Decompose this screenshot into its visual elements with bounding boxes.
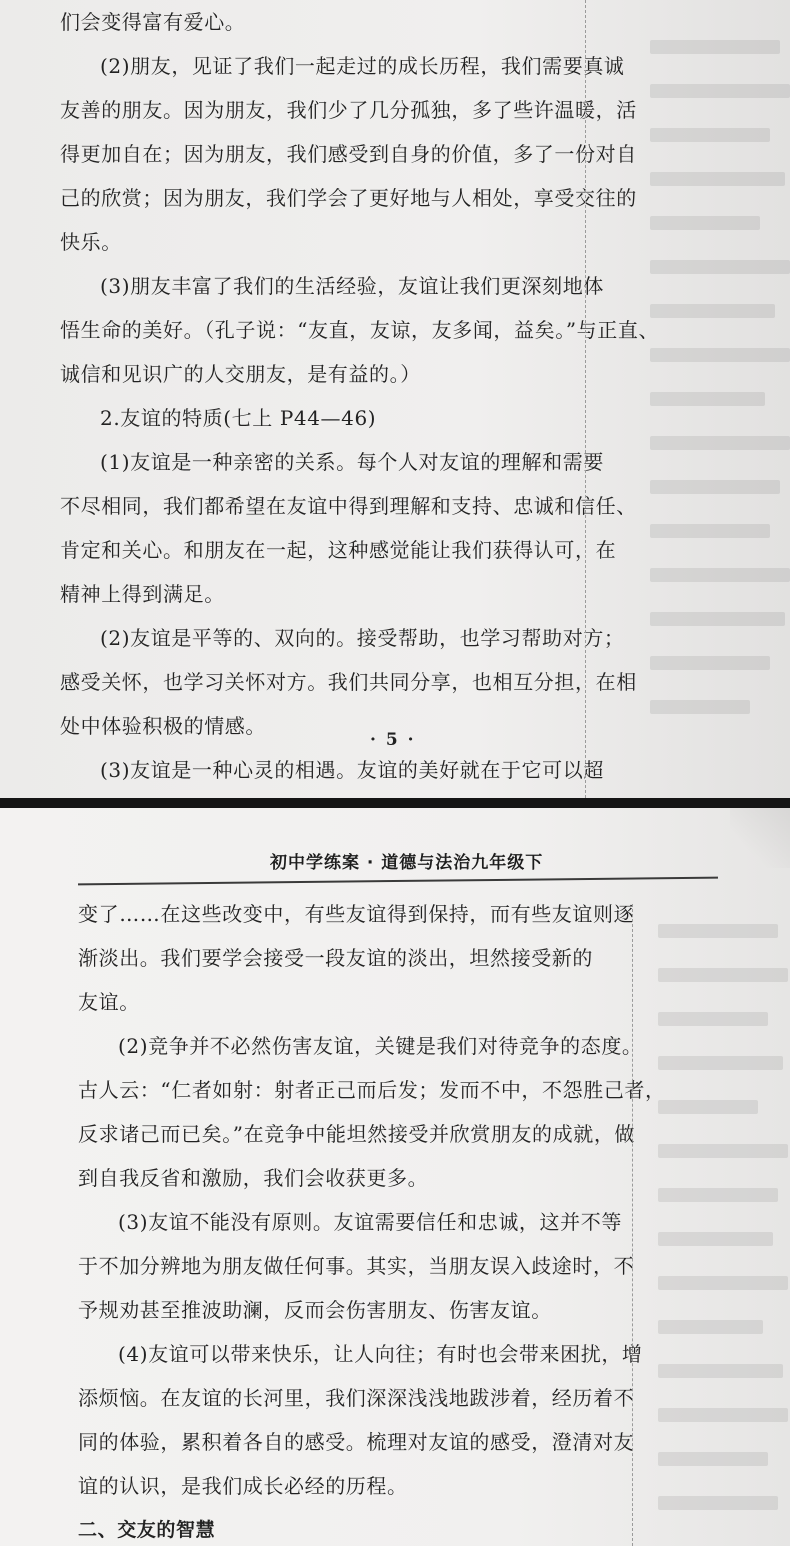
show-through-text bbox=[640, 0, 790, 798]
text-line: (3)友谊是一种心灵的相遇。友谊的美好就在于它可以超 bbox=[100, 758, 604, 782]
text-line: 于不加分辨地为朋友做任何事。其实，当朋友误入歧途时，不 bbox=[78, 1254, 635, 1278]
text-line: 反求诸己而已矣。”在竞争中能坦然接受并欣赏朋友的成就，做 bbox=[78, 1122, 636, 1146]
show-through-text bbox=[650, 904, 790, 1546]
text-line: 到自我反省和激励，我们会收获更多。 bbox=[78, 1166, 429, 1190]
top-page-text bbox=[60, 0, 660, 798]
text-line: 悟生命的美好。（孔子说：“友直，友谅，友多闻，益矣。”与正直、 bbox=[60, 318, 660, 342]
bottom-page-text bbox=[78, 892, 666, 1546]
text-line: 快乐。 bbox=[60, 230, 122, 254]
text-line: 古人云：“仁者如射：射者正己而后发；发而不中，不怨胜己者， bbox=[78, 1078, 666, 1102]
column-divider bbox=[632, 904, 633, 1546]
column-divider bbox=[585, 0, 586, 798]
text-line: 同的体验，累积着各自的感受。梳理对友谊的感受，澄清对友 bbox=[78, 1430, 635, 1454]
section-heading: 2.友谊的特质(七上 P44—46) bbox=[100, 406, 377, 430]
text-line: 肯定和关心。和朋友在一起，这种感觉能让我们获得认可，在 bbox=[60, 538, 617, 562]
text-line: 得更加自在；因为朋友，我们感受到自身的价值，多了一份对自 bbox=[60, 142, 637, 166]
page-corner-shadow bbox=[730, 808, 790, 868]
running-header: 初中学练案 · 道德与法治九年级下 bbox=[270, 853, 544, 873]
text-line: 不尽相同，我们都希望在友谊中得到理解和支持、忠诚和信任、 bbox=[60, 494, 637, 518]
text-line: 友善的朋友。因为朋友，我们少了几分孤独，多了些许温暖，活 bbox=[60, 98, 637, 122]
text-line: 添烦恼。在友谊的长河里，我们深深浅浅地跋涉着，经历着不 bbox=[78, 1386, 635, 1410]
page-gap bbox=[0, 798, 790, 808]
text-line: (2)友谊是平等的、双向的。接受帮助，也学习帮助对方； bbox=[100, 626, 625, 650]
text-line: 予规劝甚至推波助澜，反而会伤害朋友、伤害友谊。 bbox=[78, 1298, 552, 1322]
text-line: 变了……在这些改变中，有些友谊得到保持，而有些友谊则逐 bbox=[78, 902, 635, 926]
text-line: 精神上得到满足。 bbox=[60, 582, 225, 606]
text-line: 渐淡出。我们要学会接受一段友谊的淡出，坦然接受新的 bbox=[78, 946, 593, 970]
chapter-heading: 二、交友的智慧 bbox=[78, 1519, 216, 1541]
bottom-page bbox=[0, 808, 790, 1546]
text-line: 诚信和见识广的人交朋友，是有益的。） bbox=[60, 362, 421, 386]
page-number: · 5 · bbox=[370, 730, 416, 750]
text-line: (2)朋友，见证了我们一起走过的成长历程，我们需要真诚 bbox=[100, 54, 625, 78]
text-line: 友谊。 bbox=[78, 990, 140, 1014]
text-line: 己的欣赏；因为朋友，我们学会了更好地与人相处，享受交往的 bbox=[60, 186, 637, 210]
text-line: (3)朋友丰富了我们的生活经验，友谊让我们更深刻地体 bbox=[100, 274, 604, 298]
header-rule bbox=[78, 877, 718, 886]
text-line: 处中体验积极的情感。 bbox=[60, 714, 266, 738]
text-line: (2)竞争并不必然伤害友谊，关键是我们对待竞争的态度。 bbox=[118, 1034, 643, 1058]
text-line: (1)友谊是一种亲密的关系。每个人对友谊的理解和需要 bbox=[100, 450, 604, 474]
text-line: 们会变得富有爱心。 bbox=[60, 10, 246, 34]
text-line: 谊的认识，是我们成长必经的历程。 bbox=[78, 1474, 408, 1498]
text-line: (4)友谊可以带来快乐，让人向往；有时也会带来困扰，增 bbox=[118, 1342, 643, 1366]
text-line: 感受关怀，也学习关怀对方。我们共同分享，也相互分担，在相 bbox=[60, 670, 637, 694]
text-line: (3)友谊不能没有原则。友谊需要信任和忠诚，这并不等 bbox=[118, 1210, 622, 1234]
